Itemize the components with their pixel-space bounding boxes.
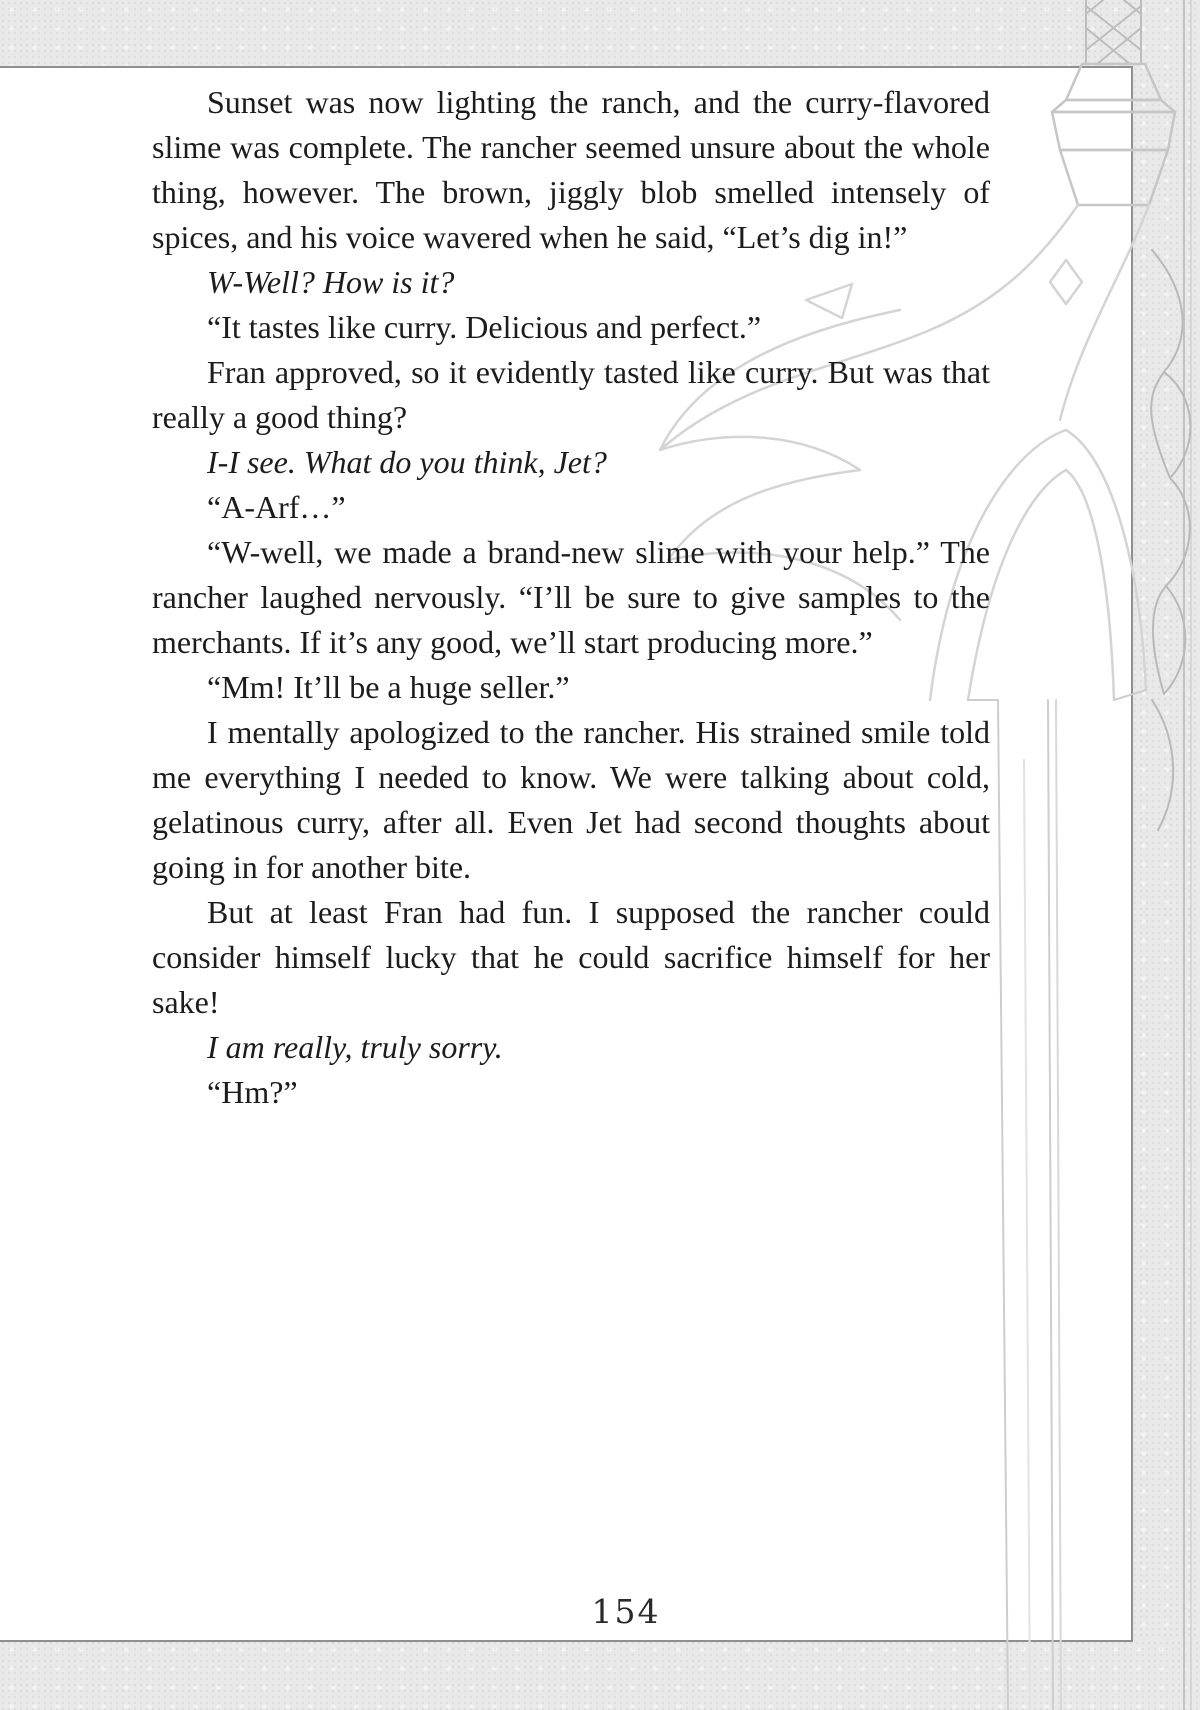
paragraph: Fran approved, so it evidently tasted like curry. But was that really a good thing? [152,354,990,435]
page-number: 154 [591,1592,661,1631]
paragraph: “W-well, we made a brand-new slime with your help.” The rancher laughed nervously. “I’ll be sure to give samples to the merchants. If it’s any good, we’ll start producing more.” [152,534,990,660]
thought-paragraph: W-Well? How is it? [207,264,455,300]
paragraph: I mentally apologized to the rancher. His strained smile told me everything I needed to know. We were talking about cold, gelatinous curry, after all. Even Jet had second thoughts about going in for another bite. [152,714,990,885]
thought-paragraph: I am really, truly sorry. [207,1029,503,1065]
paragraph: “A-Arf…” [207,489,346,525]
paragraph: “It tastes like curry. Delicious and perfect.” [207,309,762,345]
paragraph: Sunset was now lighting the ranch, and the curry-flavored slime was complete. The rancher seemed unsure about the whole thing, however. The brown, jiggly blob smelled intensely of spices, and his voice wavered when he said, “Let’s dig in!” [152,84,990,255]
thought-paragraph: I-I see. What do you think, Jet? [207,444,607,480]
page-margin-right [1132,0,1200,1710]
body-text [152,80,990,1115]
paragraph: “Mm! It’ll be a huge seller.” [207,669,570,705]
page-margin-top [0,0,1200,66]
paragraph: But at least Fran had fun. I supposed the rancher could consider himself lucky that he could sacrifice himself for her sake! [152,894,990,1020]
paragraph: “Hm?” [207,1074,298,1110]
page-margin-bottom [0,1640,1200,1710]
